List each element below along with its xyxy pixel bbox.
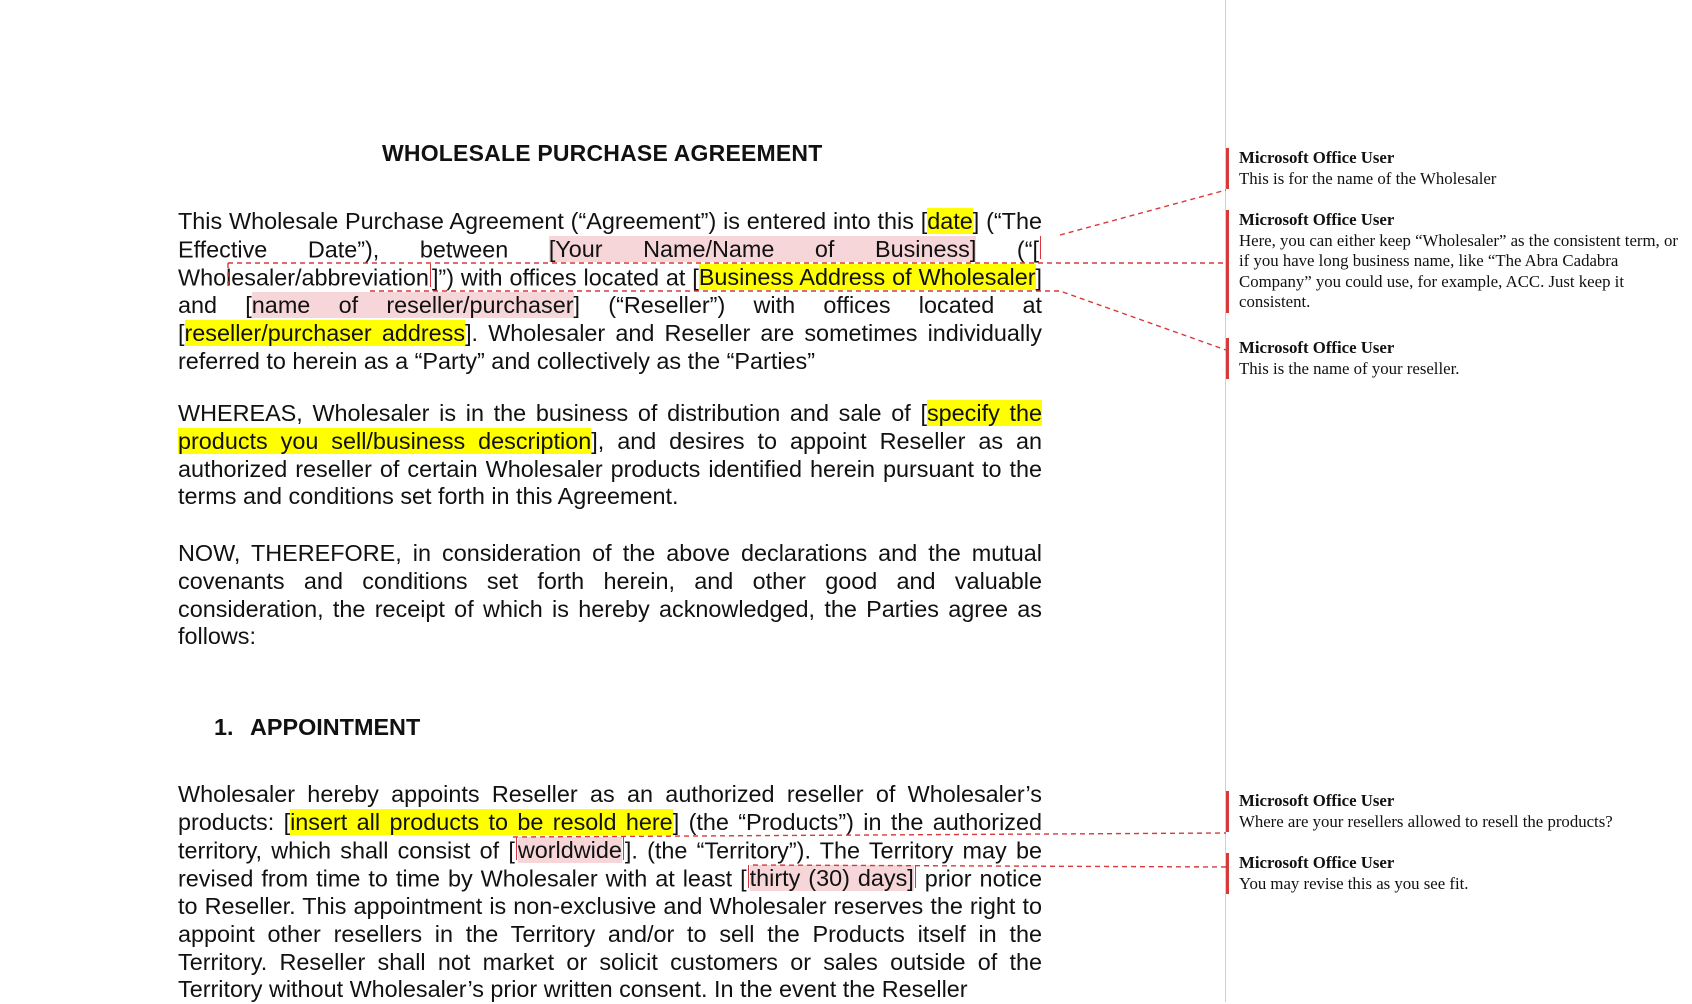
- comment-author: Microsoft Office User: [1239, 210, 1395, 229]
- comment-author: Microsoft Office User: [1239, 853, 1395, 872]
- comment-balloon[interactable]: [1226, 148, 1689, 189]
- comment-anchor-marker: [623, 837, 624, 860]
- comment-author: Microsoft Office User: [1239, 148, 1395, 167]
- comment-balloon[interactable]: [1226, 338, 1689, 379]
- reseller-name-placeholder[interactable]: name of reseller/purchaser: [251, 292, 574, 319]
- section-number: 1.: [214, 714, 234, 740]
- comment-pane: [1226, 0, 1692, 1002]
- reseller-address-placeholder[interactable]: reseller/purchaser address: [184, 319, 466, 346]
- abbreviation-placeholder[interactable]: Wholesaler/abbreviation: [178, 264, 429, 291]
- section-title: APPOINTMENT: [250, 714, 421, 740]
- comment-anchor-marker: [748, 865, 749, 888]
- intro-paragraph[interactable]: This Wholesale Purchase Agreement (“Agreement”) is entered into this [date] (“The Effective Date”), between [Your Name/Name of Business] (“[Wholesaler/abbreviation ]”) with offices located at [Business Address of Wholesaler] and [name of reseller/purchaser] (“Reseller”) with offices located at [reseller/purchaser address]. Wholesaler and Reseller are sometimes individually referred to herein as a “Party” and collectively as the “Parties”: [178, 208, 1042, 374]
- comment-text: You may revise this as you see fit.: [1239, 873, 1469, 893]
- comment-balloon[interactable]: [1226, 791, 1689, 832]
- whereas-paragraph[interactable]: WHEREAS, Wholesaler is in the business of distribution and sale of [specify the products you sell/business description], and desires to appoint Reseller as an authorized reseller of certain Wholesaler products identified herein pursuant to the terms and conditions set forth in this Agreement.: [178, 400, 1042, 510]
- products-placeholder[interactable]: insert all products to be resold here: [290, 808, 673, 835]
- comment-text: This is the name of your reseller.: [1239, 358, 1460, 378]
- business-address-placeholder[interactable]: Business Address of Wholesaler: [698, 264, 1036, 291]
- section-heading-appointment: [214, 714, 420, 741]
- comment-anchor-marker: [430, 264, 431, 287]
- now-therefore-paragraph[interactable]: NOW, THEREFORE, in consideration of the above declarations and the mutual covenants and conditions set forth herein, and other good and valuable consideration, the receipt of which is hereby acknowledged, the Parties agree as follows:: [178, 540, 1042, 650]
- notice-period-placeholder[interactable]: thirty (30) days]: [749, 865, 914, 892]
- comment-author: Microsoft Office User: [1239, 791, 1395, 810]
- comment-text: Where are your resellers allowed to resell the products?: [1239, 811, 1613, 831]
- comment-balloon[interactable]: [1226, 853, 1689, 894]
- comment-text: This is for the name of the Wholesaler: [1239, 168, 1497, 188]
- document-title: WHOLESALE PURCHASE AGREEMENT: [382, 140, 823, 166]
- date-placeholder[interactable]: date: [927, 208, 973, 234]
- comment-author: Microsoft Office User: [1239, 338, 1395, 357]
- comment-balloon[interactable]: [1226, 210, 1689, 313]
- comment-text: Here, you can either keep “Wholesaler” as the consistent term, or if you have long business name, like “The Abra Cadabra Company” you could use, for example, ACC. Just keep it consistent.: [1239, 230, 1678, 311]
- comment-anchor-marker: [516, 837, 517, 860]
- products-description-placeholder[interactable]: specify the products you sell/business description: [178, 400, 1042, 454]
- your-name-placeholder[interactable]: [Your Name/Name of Business]: [548, 236, 977, 263]
- comment-anchor-marker: [1040, 236, 1041, 259]
- appointment-paragraph[interactable]: Wholesaler hereby appoints Reseller as an authorized reseller of Wholesaler’s products: [insert all products to be resold here] (the “Products”) in the authorized territory, which shall consist of [ worldwide ]. (the “Territory”). The Territory may be revised from time to time by Wholesaler with at least [ thirty (30) days] prior notice to Reseller. This appointment is non-exclusive and Wholesaler reserves the right to appoint other resellers in the Territory and/or to sell the Products itself in the Territory. Reseller shall not market or solicit customers or sales outside of the Territory without Wholesaler’s prior written consent. In the event the Reseller: [178, 781, 1042, 1003]
- territory-placeholder[interactable]: worldwide: [517, 836, 622, 863]
- comment-anchor-marker: [915, 865, 916, 888]
